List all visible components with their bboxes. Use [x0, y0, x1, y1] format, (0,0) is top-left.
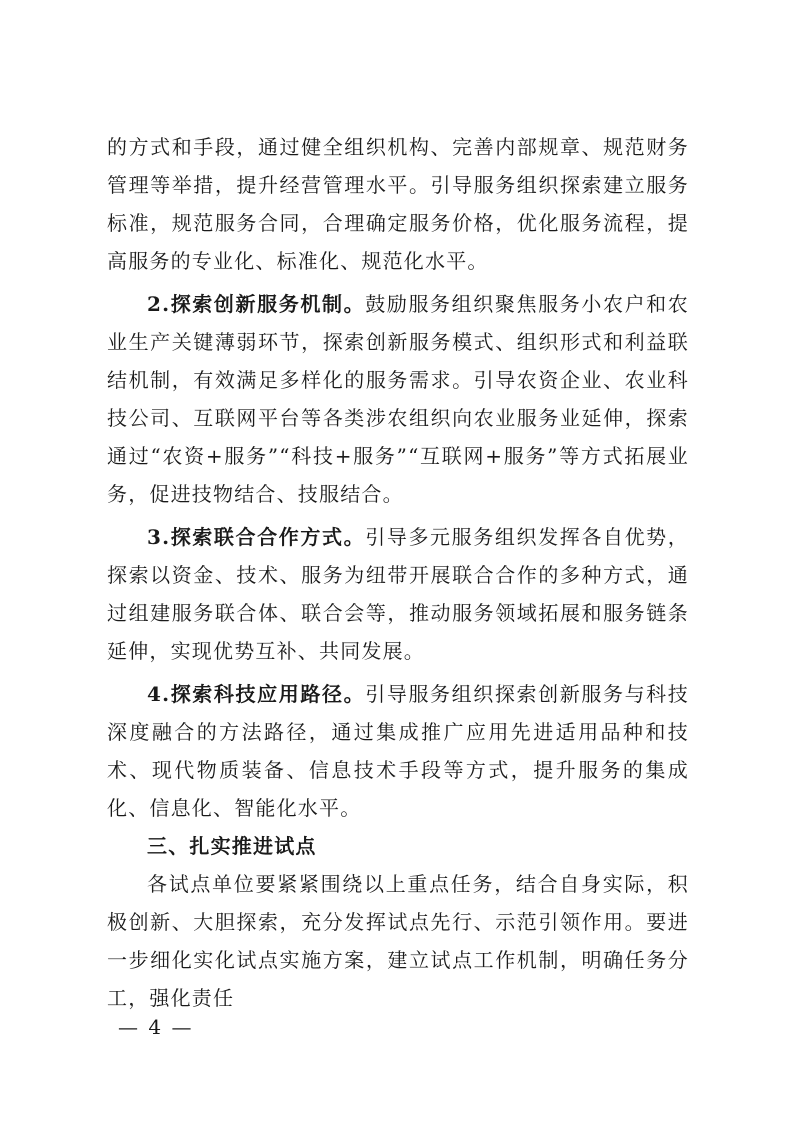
paragraph-joint-cooperation — [107, 518, 689, 670]
document-page — [107, 128, 689, 1017]
item-body-service-mechanism: 鼓励服务组织聚焦服务小农户和农业生产关键薄弱环节，探索创新服务模式、组织形式和利益联结机制，有效满足多样化的服务需求。引导农资企业、农业科技公司、互联网平台等各类涉农组织向农业服务业延伸，探索通过“农资+服务”“科技+服务”“互联网+服务”等方式拓展业务，促进技物结合、技服结合。 — [107, 292, 689, 506]
paragraph-tech-application — [107, 675, 689, 827]
item-body-joint-cooperation: 引导多元服务组织发挥各自优势，探索以资金、技术、服务为纽带开展联合合作的多种方式，通过组建服务联合体、联合会等，推动服务领域拓展和服务链条延伸，实现优势互补、共同发展。 — [107, 525, 689, 663]
item-body-tech-application: 引导服务组织探索创新服务与科技深度融合的方法路径，通过集成推广应用先进适用品种和技术、现代物质装备、信息技术手段等方式，提升服务的集成化、信息化、智能化水平。 — [107, 682, 689, 820]
paragraph-pilot-work: 各试点单位要紧紧围绕以上重点任务，结合自身实际，积极创新、大胆探索，充分发挥试点先行、示范引领作用。要进一步细化实化试点实施方案，建立试点工作机制，明确任务分工，强化责任 — [107, 872, 689, 1010]
section-title-pilot: 三、扎实推进试点 — [147, 834, 317, 858]
paragraph-management-continuation: 的方式和手段，通过健全组织机构、完善内部规章、规范财务管理等举措，提升经营管理水平。引导服务组织探索建立服务标准，规范服务合同，合理确定服务价格，优化服务流程，提高服务的专业化、标准化、规范化水平。 — [107, 135, 689, 273]
item-heading-service-mechanism: 2.探索创新服务机制。 — [147, 292, 366, 316]
item-heading-joint-cooperation: 3.探索联合合作方式。 — [147, 525, 366, 549]
page-number: — 4 — — [118, 1015, 194, 1039]
item-heading-tech-application: 4.探索科技应用路径。 — [147, 682, 366, 706]
paragraph-service-mechanism — [107, 285, 689, 513]
